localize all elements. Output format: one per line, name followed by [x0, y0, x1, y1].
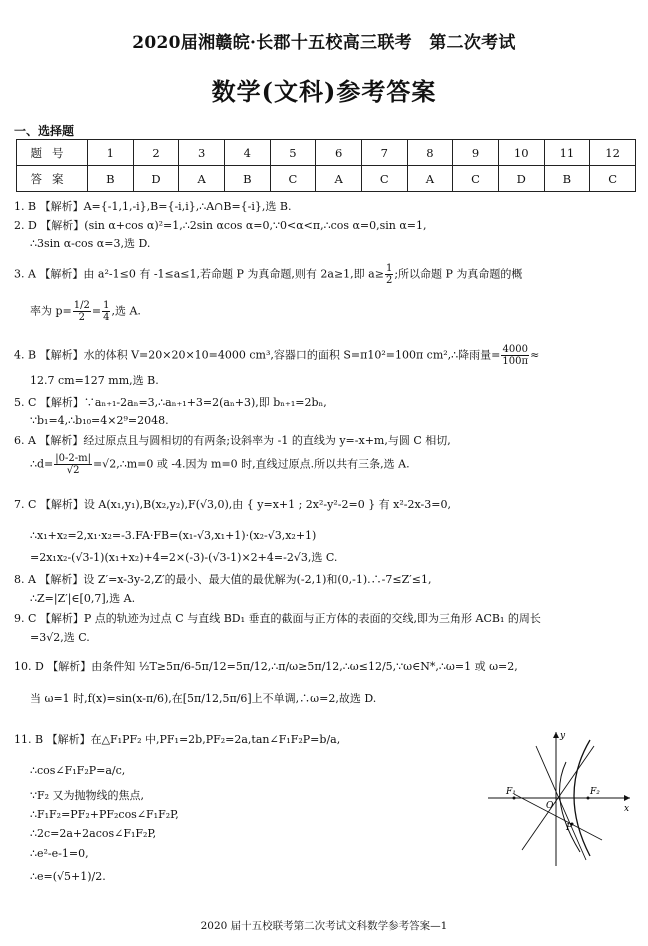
solution-8-line2: ∴Z=|Z′|∈[0,7],选 A.: [30, 592, 136, 605]
answer-table: [16, 139, 636, 192]
table-row-numbers: [17, 140, 636, 166]
answer-10: D: [498, 166, 544, 192]
label-f2: F₂: [590, 787, 600, 797]
label-p: P: [566, 823, 573, 833]
answer-6: A: [316, 166, 362, 192]
table-row-answers: [17, 166, 636, 192]
solution-2-line1: 2. D 【解析】(sin α+cos α)²=1,∴2sin αcos α=0,∵0<α<π,∴cos α=0,sin α=1,: [14, 219, 427, 232]
fraction-quarter: $\frac{1}{4}$: [103, 300, 110, 323]
solution-8-line1: 8. A 【解析】设 Z′=x-3y-2,Z′的最小、最大值的最优解为(-2,1)和(0,-1).∴-7≤Z′≤1,: [14, 573, 432, 586]
answer-7: C: [361, 166, 407, 192]
q-number-7: 7: [361, 140, 407, 166]
fraction-rainfall: $\frac{4000}{100\pi}$: [502, 344, 529, 367]
solution-11-line4: ∴F₁F₂=PF₂+PF₂cos∠F₁F₂P,: [30, 808, 179, 821]
solution-7-line3: =2x₁x₂-(√3-1)(x₁+x₂)+4=2×(-3)-(√3-1)×2+4=-2√3,选 C.: [30, 551, 338, 564]
solution-1: 1. B 【解析】A={-1,1,-i},B={-i,i},∴A∩B={-i},选 B.: [14, 200, 292, 213]
fraction-prob: $\frac{1/2}{2}$: [73, 300, 90, 323]
answer-3: A: [179, 166, 225, 192]
solution-3-tail: ;所以命题 P 为真命题的概: [394, 267, 523, 281]
solution-11-line2: ∴cos∠F₁F₂P=a/c,: [30, 764, 126, 777]
solution-11-line3: ∵F₂ 又为抛物线的焦点,: [30, 789, 145, 802]
solution-10-line2: 当 ω=1 时,f(x)=sin(x-π/6),在[5π/12,5π/6]上不单调,∴ω=2,故选 D.: [30, 692, 377, 705]
asymptote-2: [536, 746, 586, 860]
answer-9: C: [453, 166, 499, 192]
fraction-half: $\frac{1}{2}$: [385, 263, 393, 286]
q-number-11: 11: [544, 140, 590, 166]
solution-7-line1: 7. C 【解析】设 A(x₁,y₁),B(x₂,y₂),F(√3,0),由 { y=x+1 ; 2x²-y²-2=0 } 有 x²-2x-3=0,: [14, 498, 451, 511]
row-head-answer: 答案: [17, 166, 88, 192]
y-axis-arrow: [553, 732, 559, 738]
q-number-9: 9: [453, 140, 499, 166]
page-footer: 2020 届十五校联考第二次考试文科数学参考答案—1: [200, 920, 448, 932]
q-number-4: 4: [224, 140, 270, 166]
solution-3-line1: [14, 263, 522, 286]
q-number-3: 3: [179, 140, 225, 166]
label-origin: O: [546, 801, 554, 811]
answer-8: A: [407, 166, 453, 192]
solution-5-line1: 5. C 【解析】∵aₙ₊₁-2aₙ=3,∴aₙ₊₁+3=2(aₙ+3),即 bₙ₊₁=2bₙ,: [14, 396, 327, 409]
q-number-12: 12: [590, 140, 636, 166]
solution-11-line5: ∴2c=2a+2acos∠F₁F₂P,: [30, 827, 157, 840]
solution-11-line6: ∴e²-e-1=0,: [30, 847, 89, 860]
y-axis-label: y: [560, 731, 566, 741]
solution-6-line1: 6. A 【解析】经过原点且与圆相切的有两条;设斜率为 -1 的直线为 y=-x+m,与圆 C 相切,: [14, 434, 451, 447]
row-head-number: 题号: [17, 140, 88, 166]
solution-5-line2: ∵b₁=4,∴b₁₀=4×2⁹=2048.: [30, 414, 169, 427]
answer-12: C: [590, 166, 636, 192]
x-axis-arrow: [624, 795, 630, 801]
solution-10-line1: 10. D 【解析】由条件知 ½T≥5π/6-5π/12=5π/12,∴π/ω≥5π/12,∴ω≤12/5,∵ω∈N*,∴ω=1 或 ω=2,: [14, 660, 518, 673]
segment-f1-p: [514, 794, 602, 840]
answer-1: B: [88, 166, 134, 192]
solution-11-line7: ∴e=(√5+1)/2.: [30, 870, 106, 883]
solution-11-line1: 11. B 【解析】在△F₁PF₂ 中,PF₁=2b,PF₂=2a,tan∠F₁F₂P=b/a,: [14, 733, 341, 746]
solution-6-line2: ∴d= $\frac{|0-2-m|}{√2}$ =√2,∴m=0 或 -4.因为 m=0 时,直线过原点.所以共有三条,选 A.: [30, 453, 410, 476]
hyperbola-parabola-figure: [484, 728, 634, 868]
answer-4: B: [224, 166, 270, 192]
exam-subtitle: 数学(文科)参考答案: [211, 77, 437, 106]
solution-3-text: 3. A 【解析】由 a²-1≤0 有 -1≤a≤1,若命题 P 为真命题,则有 2a≥1,即 a≥: [14, 267, 384, 281]
answer-5: C: [270, 166, 316, 192]
fraction-distance: $\frac{|0-2-m|}{√2}$: [55, 453, 91, 476]
exam-title: 2020届湘赣皖·长郡十五校高三联考 第二次考试: [132, 33, 516, 53]
solution-3-line2: 率为 p= $\frac{1/2}{2}$ = $\frac{1}{4}$ ,选 A.: [30, 300, 141, 323]
q-number-10: 10: [498, 140, 544, 166]
solution-7-line2: ∴x₁+x₂=2,x₁·x₂=-3.FA·FB=(x₁-√3,x₁+1)·(x₂-√3,x₂+1): [30, 529, 317, 542]
x-axis-label: x: [624, 804, 630, 814]
q-number-5: 5: [270, 140, 316, 166]
solution-9-line2: =3√2,选 C.: [30, 631, 90, 644]
q-number-2: 2: [133, 140, 179, 166]
answer-11: B: [544, 166, 590, 192]
q-number-6: 6: [316, 140, 362, 166]
answer-2: D: [133, 166, 179, 192]
solution-2-line2: ∴3sin α-cos α=3,选 D.: [30, 237, 151, 250]
solution-4-line1: 4. B 【解析】水的体积 V=20×20×10=4000 cm³,容器口的面积 S=π10²=100π cm²,∴降雨量= $\frac{4000}{100\pi}$ ≈: [14, 344, 540, 367]
q-number-8: 8: [407, 140, 453, 166]
q-number-1: 1: [88, 140, 134, 166]
solution-9-line1: 9. C 【解析】P 点的轨迹为过点 C 与直线 BD₁ 垂直的截面与正方体的表面的交线,即为三角形 ACB₁ 的周长: [14, 612, 541, 625]
label-f1: F₁: [506, 787, 516, 797]
section-heading-choice: 一、选择题: [14, 124, 75, 138]
solution-4-line2: 12.7 cm=127 mm,选 B.: [30, 374, 159, 387]
